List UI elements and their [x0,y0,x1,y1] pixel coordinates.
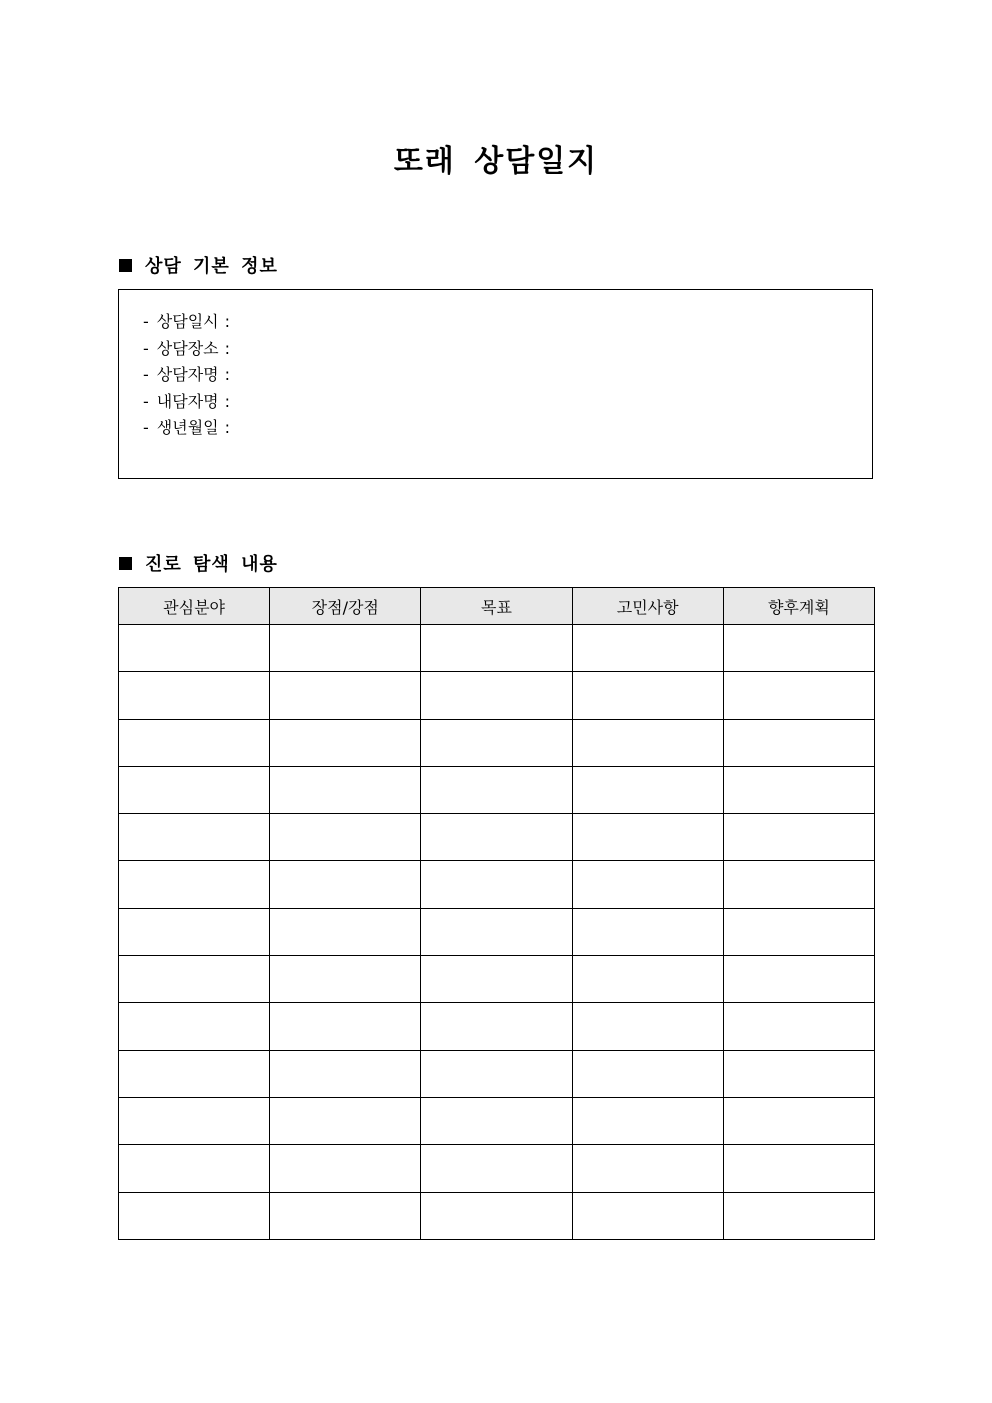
info-field-counselor[interactable]: - 상담자명 : [143,365,230,384]
table-row [119,719,875,766]
section-heading-label: 상담 기본 정보 [145,256,278,277]
info-field-birthdate[interactable]: - 생년월일 : [143,418,230,437]
table-cell[interactable] [723,1050,874,1097]
square-bullet-icon [119,557,132,570]
table-cell[interactable] [270,625,421,672]
table-row [119,1192,875,1239]
table-cell[interactable] [119,1192,270,1239]
info-field-label: 상담자명 [156,365,219,384]
table-header-row [119,588,875,625]
info-field-label: 상담장소 [156,338,219,358]
table-cell[interactable] [723,719,874,766]
table-cell[interactable] [572,1097,723,1144]
info-field-label: 생년월일 [156,418,219,437]
table-cell[interactable] [270,814,421,861]
table-cell[interactable] [119,956,270,1003]
column-header-concerns: 고민사항 [572,588,723,625]
table-cell[interactable] [421,1097,572,1144]
table-cell[interactable] [723,1097,874,1144]
table-cell[interactable] [723,625,874,672]
table-cell[interactable] [723,861,874,908]
table-cell[interactable] [270,1050,421,1097]
table-row [119,1097,875,1144]
table-row [119,1003,875,1050]
table-cell[interactable] [723,1145,874,1192]
basic-info-list [143,309,230,442]
table-cell[interactable] [572,719,723,766]
table-cell[interactable] [421,861,572,908]
table-cell[interactable] [270,766,421,813]
table-cell[interactable] [421,956,572,1003]
column-header-plan: 향후계획 [723,588,874,625]
section-heading-label: 진로 탐색 내용 [145,554,278,575]
square-bullet-icon [119,259,132,272]
table-cell[interactable] [421,908,572,955]
table-cell[interactable] [421,625,572,672]
table-cell[interactable] [119,1050,270,1097]
table-cell[interactable] [119,1097,270,1144]
table-cell[interactable] [119,908,270,955]
column-header-goal: 목표 [421,588,572,625]
table-row [119,672,875,719]
table-cell[interactable] [572,766,723,813]
table-cell[interactable] [270,719,421,766]
table-cell[interactable] [119,1003,270,1050]
table-cell[interactable] [572,908,723,955]
table-cell[interactable] [119,766,270,813]
info-field-place[interactable]: - 상담장소 : [143,338,230,358]
table-cell[interactable] [421,672,572,719]
table-row [119,766,875,813]
info-field-label: 상담일시 [156,312,219,331]
table-cell[interactable] [421,1003,572,1050]
table-cell[interactable] [723,956,874,1003]
table-row [119,908,875,955]
table-cell[interactable] [270,1192,421,1239]
table-cell[interactable] [723,766,874,813]
table-cell[interactable] [119,672,270,719]
info-field-date[interactable]: - 상담일시 : [143,312,230,331]
table-cell[interactable] [723,908,874,955]
table-cell[interactable] [270,1003,421,1050]
table-cell[interactable] [119,1145,270,1192]
table-cell[interactable] [119,719,270,766]
table-cell[interactable] [119,625,270,672]
table-cell[interactable] [421,719,572,766]
table-cell[interactable] [421,766,572,813]
table-cell[interactable] [723,1003,874,1050]
table-row [119,1145,875,1192]
table-cell[interactable] [572,1145,723,1192]
table-cell[interactable] [723,814,874,861]
table-cell[interactable] [572,1003,723,1050]
table-cell[interactable] [270,672,421,719]
table-cell[interactable] [572,1192,723,1239]
table-cell[interactable] [270,1097,421,1144]
table-row [119,861,875,908]
career-table-body [119,625,875,1240]
column-header-interest: 관심분야 [119,588,270,625]
page-title: 또래 상담일지 [393,144,599,179]
table-row [119,625,875,672]
table-cell[interactable] [723,672,874,719]
column-header-strengths: 장점/강점 [270,588,421,625]
career-table [118,587,875,1240]
table-cell[interactable] [270,861,421,908]
table-row [119,956,875,1003]
basic-info-box [118,289,873,479]
info-field-label: 내담자명 [156,391,219,411]
table-cell[interactable] [270,1145,421,1192]
table-cell[interactable] [421,1050,572,1097]
table-cell[interactable] [572,956,723,1003]
table-cell[interactable] [421,1192,572,1239]
table-cell[interactable] [270,908,421,955]
table-cell[interactable] [572,1050,723,1097]
table-cell[interactable] [572,814,723,861]
table-row [119,1050,875,1097]
table-row [119,814,875,861]
section-heading-career [119,550,278,576]
section-heading-basic-info [119,252,278,278]
table-cell[interactable] [723,1192,874,1239]
info-field-client[interactable]: - 내담자명 : [143,391,230,411]
table-cell[interactable] [572,625,723,672]
table-cell[interactable] [421,814,572,861]
table-cell[interactable] [270,956,421,1003]
table-cell[interactable] [119,861,270,908]
table-cell[interactable] [572,861,723,908]
table-cell[interactable] [119,814,270,861]
table-cell[interactable] [421,1145,572,1192]
table-cell[interactable] [572,672,723,719]
